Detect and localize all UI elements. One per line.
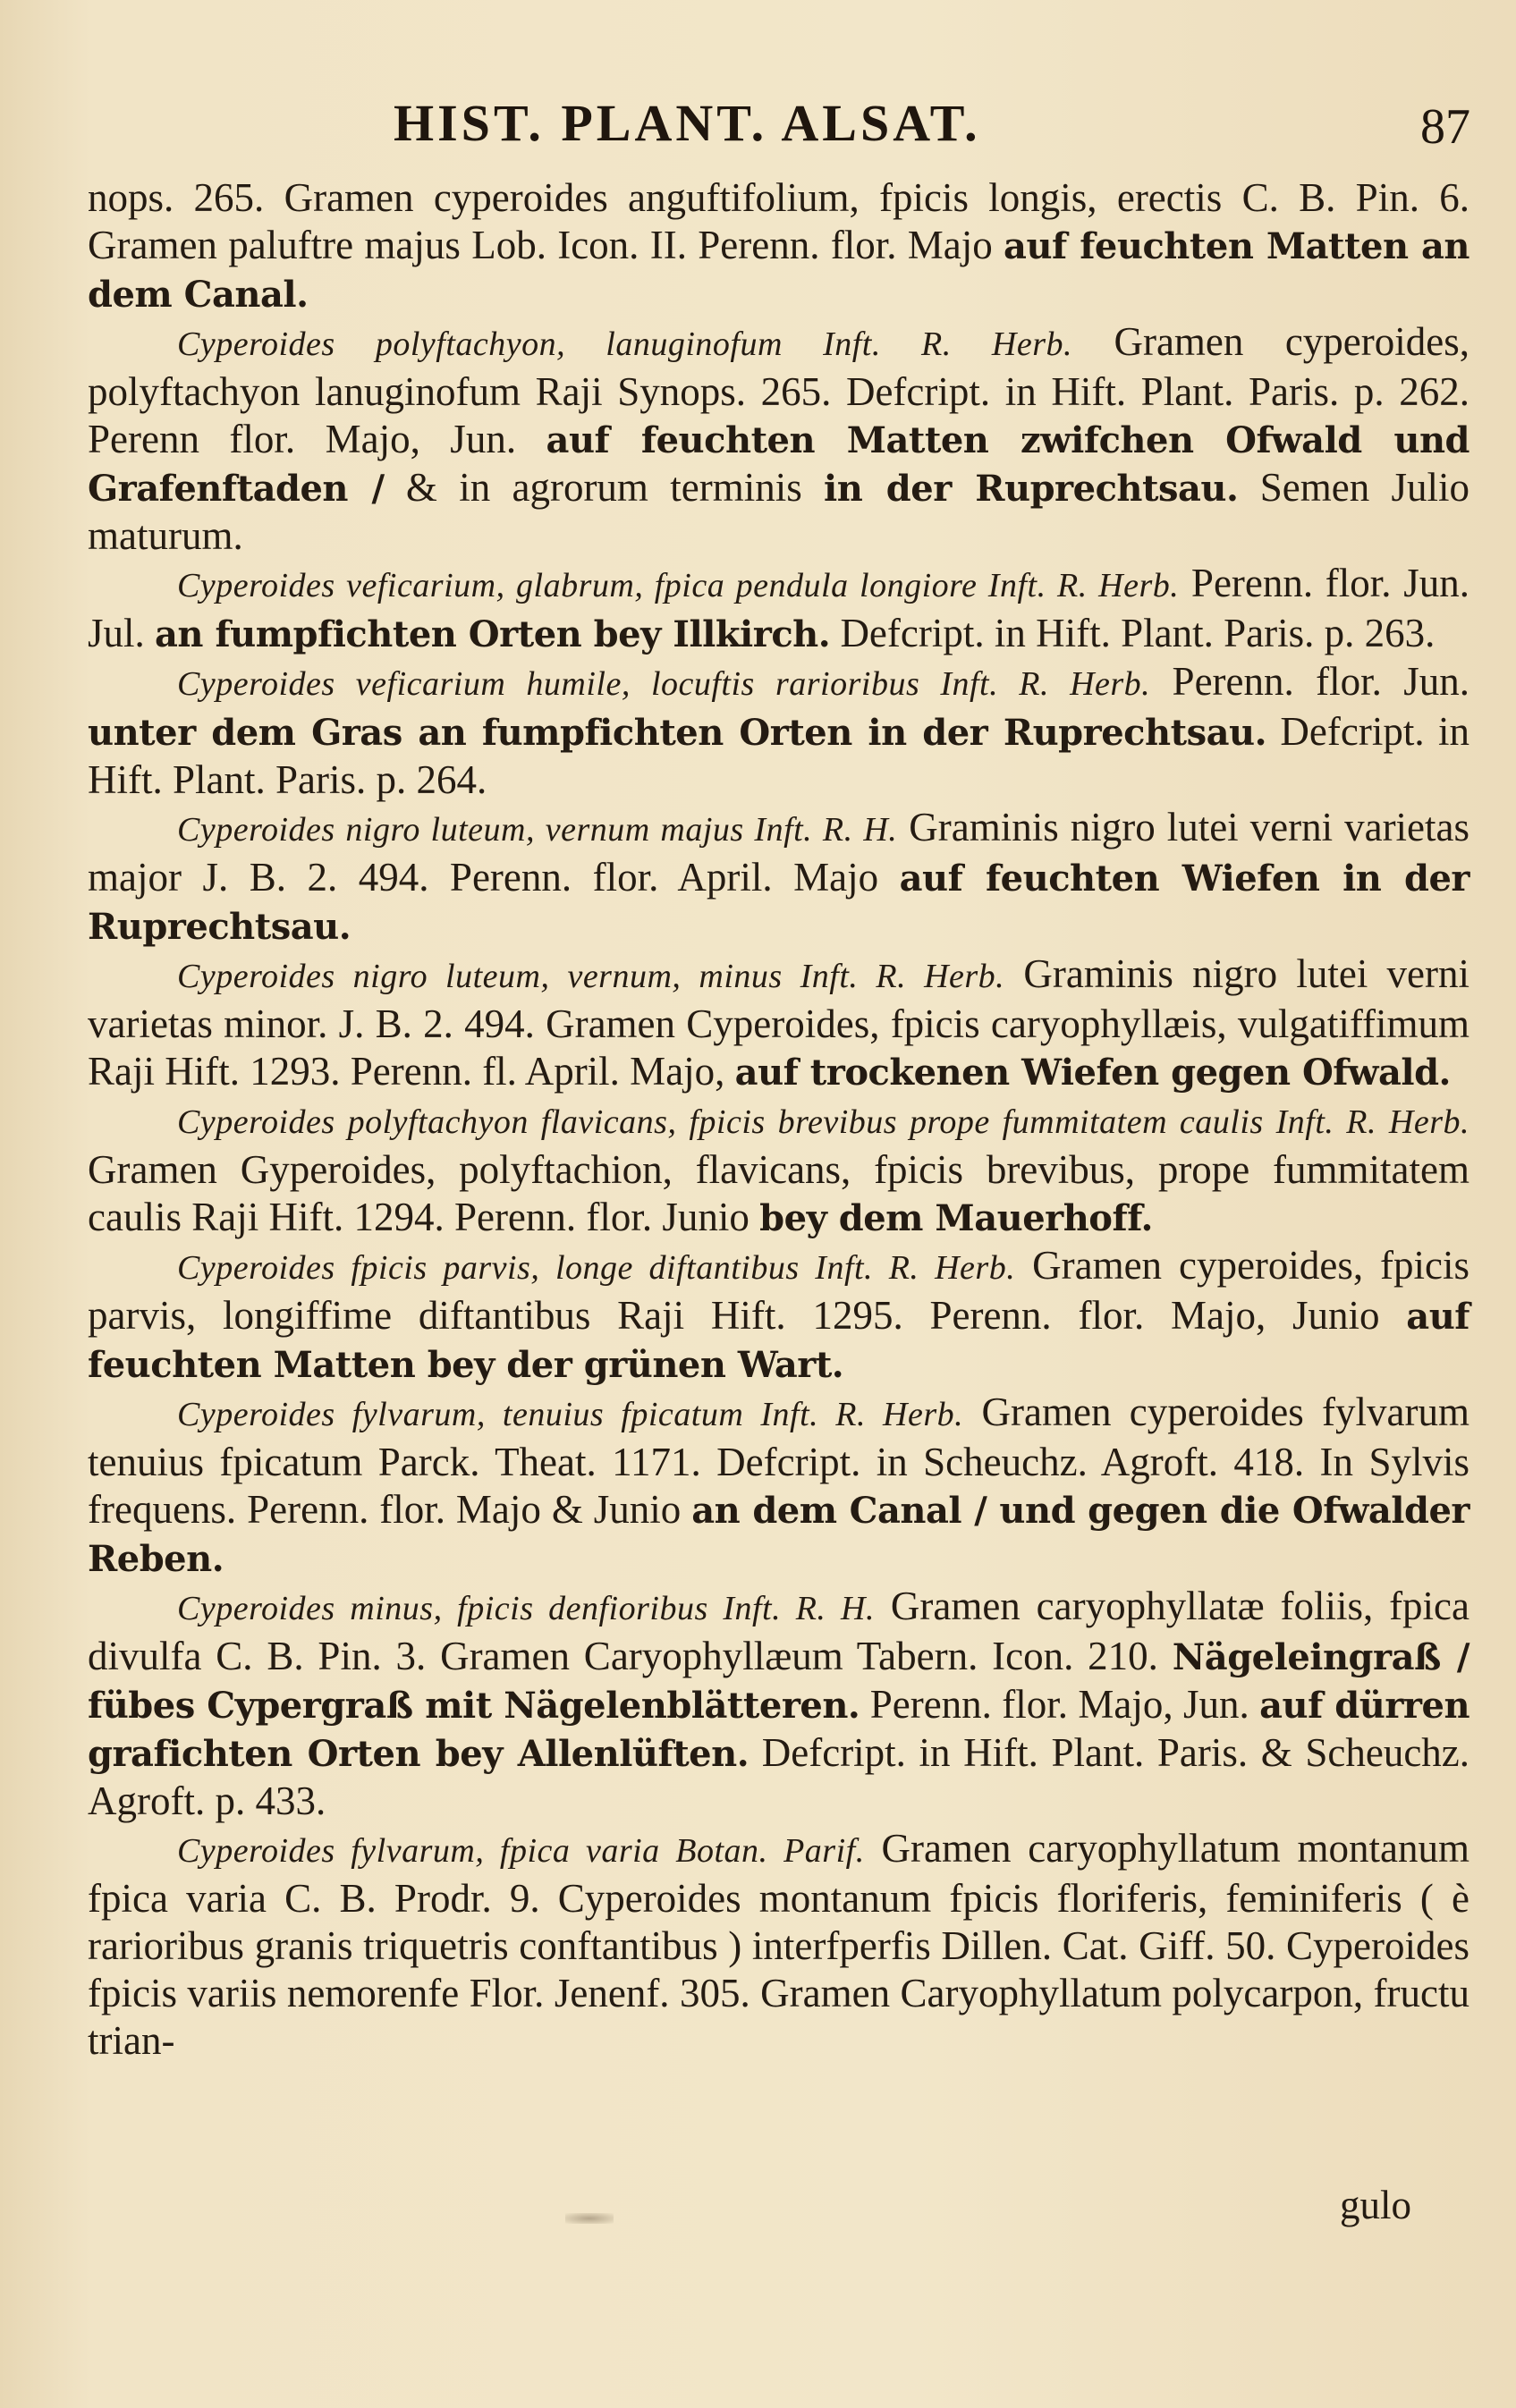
entry-text: Semen Julio maturum. bbox=[88, 465, 1470, 558]
entry-text: Perenn. flor. Jun. Jul. bbox=[88, 561, 1469, 655]
entry-8 bbox=[88, 1242, 1469, 1389]
species-name: Cyperoides fpicis parvis, longe diftantibus Inft. R. Herb. bbox=[177, 1249, 1016, 1287]
habitat-text: auf dürren grafichten Orten bey Allenlüften. bbox=[88, 1685, 1470, 1775]
ink-smudge bbox=[565, 2213, 614, 2224]
habitat-text: Nägeleingraß / fübes Cypergraß mit Nägelenblätteren. bbox=[88, 1636, 1470, 1727]
habitat-text: auf feuchten Matten bey der grünen Wart. bbox=[88, 1296, 1470, 1386]
entry-text: Perenn. flor. Jun. bbox=[1172, 659, 1469, 704]
entry-text: Gramen caryophyllatæ foliis, fpica divulfa C. B. Pin. 3. Gramen Caryophyllæum Tabern. Icon. 210. bbox=[88, 1584, 1470, 1678]
species-name: Cyperoides polyftachyon, lanuginofum Inft. R. Herb. bbox=[177, 325, 1073, 363]
entry-text: nops. 265. Gramen cyperoides anguftifolium, fpicis longis, erectis C. B. Pin. 6. Gramen paluftre majus Lob. Icon. II. Perenn. flor. Majo bbox=[88, 175, 1469, 267]
species-name: Cyperoides veficarium humile, locuftis rarioribus Inft. R. Herb. bbox=[177, 665, 1151, 703]
entry-11 bbox=[88, 1825, 1469, 2065]
habitat-text: in der Ruprechtsau. bbox=[824, 468, 1239, 510]
species-name: Cyperoides nigro luteum, vernum, minus Inft. R. Herb. bbox=[177, 958, 1005, 995]
entry-3 bbox=[88, 560, 1469, 658]
running-title: HIST. PLANT. ALSAT. bbox=[394, 94, 981, 152]
entry-9 bbox=[88, 1389, 1469, 1583]
entry-6 bbox=[88, 951, 1469, 1096]
entry-1 bbox=[88, 174, 1469, 318]
species-name: Cyperoides veficarium, glabrum, fpica pendula longiore Inft. R. Herb. bbox=[177, 567, 1180, 604]
page-body bbox=[88, 174, 1469, 2065]
entry-10 bbox=[88, 1583, 1469, 1825]
entry-7 bbox=[88, 1096, 1469, 1242]
entry-text: Gramen Gyperoides, polyftachion, flavicans, fpicis brevibus, prope fummitatem caulis Raji Hift. 1294. Perenn. flor. Junio bbox=[88, 1147, 1469, 1239]
species-name: Cyperoides polyftachyon flavicans, fpicis brevibus prope fummitatem caulis Inft. R. Herb. bbox=[177, 1103, 1469, 1141]
entry-text: Graminis nigro lutei verni varietas major J. B. 2. 494. Perenn. flor. April. Majo bbox=[88, 805, 1470, 900]
entry-5 bbox=[88, 804, 1469, 951]
habitat-text: auf feuchten Matten zwifchen Ofwald und Grafenftaden / bbox=[88, 419, 1470, 510]
entry-2 bbox=[88, 318, 1469, 560]
habitat-text: auf feuchten Wiefen in der Ruprechtsau. bbox=[88, 858, 1470, 948]
entry-4 bbox=[88, 658, 1469, 804]
habitat-text: an fumpfichten Orten bey Illkirch. bbox=[155, 613, 831, 655]
species-name: Cyperoides minus, fpicis denfioribus Inft. R. H. bbox=[177, 1590, 875, 1627]
habitat-text: auf trockenen Wiefen gegen Ofwald. bbox=[734, 1052, 1451, 1094]
catchword: gulo bbox=[1340, 2183, 1412, 2227]
species-name: Cyperoides nigro luteum, vernum majus Inft. R. H. bbox=[177, 811, 898, 849]
habitat-text: an dem Canal / und gegen die Ofwalder Reben. bbox=[88, 1490, 1469, 1580]
entry-text: & in agrorum terminis bbox=[405, 465, 802, 510]
habitat-text: auf feuchten Matten an dem Canal. bbox=[88, 225, 1470, 316]
entry-text: Gramen caryophyllatum montanum fpica varia C. B. Prodr. 9. Cyperoides montanum fpicis floriferis, feminiferis ( è rarioribus granis triquetris conftantibus ) interfperfis Dillen. Cat. Giff. 50. Cyperoides fpicis variis nemorenfe Flor. Jenenf. 305. Gramen Caryophyllatum polycarpon, fructu trian- bbox=[88, 1826, 1470, 2063]
species-name: Cyperoides fylvarum, tenuius fpicatum Inft. R. Herb. bbox=[177, 1396, 964, 1433]
entry-text: Gramen cyperoides fylvarum tenuius fpicatum Parck. Theat. 1171. Defcript. in Scheuchz. Agroft. 418. In Sylvis frequens. Perenn. flor. Majo & Junio bbox=[88, 1390, 1470, 1532]
entry-text: Perenn. flor. Majo, Jun. bbox=[869, 1682, 1249, 1727]
habitat-text: unter dem Gras an fumpfichten Orten in der Ruprechtsau. bbox=[88, 712, 1267, 754]
page-header bbox=[0, 82, 1516, 154]
habitat-text: bey dem Mauerhoff. bbox=[759, 1197, 1153, 1239]
entry-text: Gramen cyperoides, polyftachyon lanuginofum Raji Synops. 265. Defcript. in Hift. Plant. Paris. p. 262. Perenn flor. Majo, Jun. bbox=[88, 319, 1469, 461]
entry-text: Defcript. in Hift. Plant. Paris. p. 264. bbox=[88, 709, 1469, 802]
entry-text: Graminis nigro lutei verni varietas minor. J. B. 2. 494. Gramen Cyperoides, fpicis caryophyllæis, vulgatiffimum Raji Hift. 1293. Perenn. fl. April. Majo, bbox=[88, 951, 1470, 1094]
species-name: Cyperoides fylvarum, fpica varia Botan. Parif. bbox=[177, 1832, 865, 1870]
entry-text: Defcript. in Hift. Plant. Paris. p. 263. bbox=[840, 611, 1436, 655]
page-number: 87 bbox=[1420, 99, 1470, 155]
entry-text: Gramen cyperoides, fpicis parvis, longiffime diftantibus Raji Hift. 1295. Perenn. flor. Majo, Junio bbox=[88, 1243, 1470, 1338]
entry-text: Defcript. in Hift. Plant. Paris. & Scheuchz. Agroft. p. 433. bbox=[88, 1730, 1470, 1823]
